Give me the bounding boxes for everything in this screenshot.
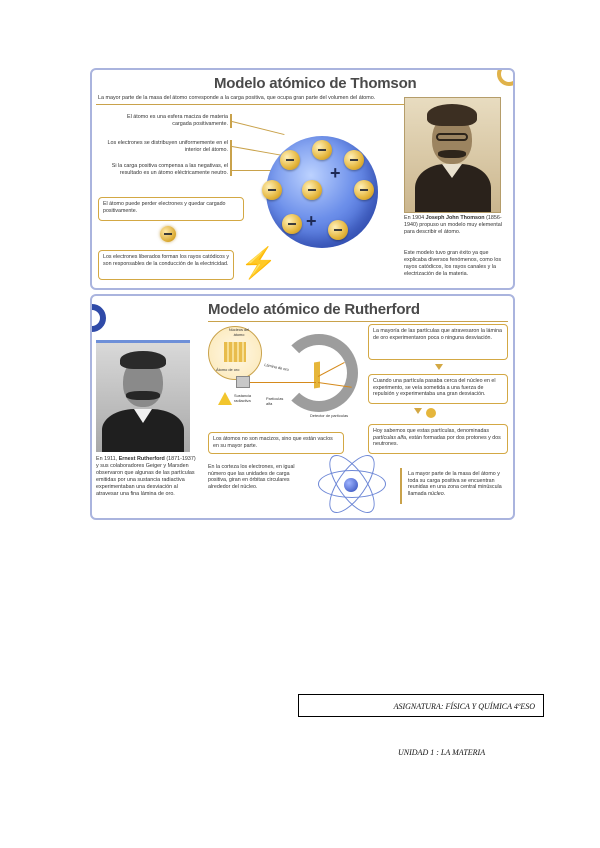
electron-icon <box>344 150 364 170</box>
gold-atoms-detail <box>224 342 246 362</box>
down-arrow-icon <box>435 364 443 370</box>
thomson-caption-2: Este modelo tuvo gran éxito ya que explicaba diversos fenómenos, como los rayos catódicos, los rayos canales y la electrización de la materia. <box>404 250 502 277</box>
lightning-icon: ⚡ <box>240 247 278 280</box>
rutherford-title: Modelo atómico de Rutherford <box>208 301 420 318</box>
nucleus-text: La mayor parte de la masa del átomo y toda su carga positiva se encuentran reunidas en una zona central minúscula llamada núcleo. <box>404 468 508 506</box>
corner-decoration <box>497 68 515 86</box>
callout-electrons: Los electrones se distribuyen uniformemente en el interior del átomo. <box>107 140 228 153</box>
electron-icon <box>262 180 282 200</box>
alpha-beam <box>250 382 316 383</box>
callout-sphere: El átomo es una esfera maciza de materia cargada positivamente. <box>127 114 228 127</box>
electron-icon <box>328 220 348 240</box>
electron-icon <box>160 226 176 242</box>
callout-neutral: Si la carga positiva compensa a las negativas, el resultado es un átomo eléctricamente neutro. <box>111 163 228 176</box>
box-lose-electrons: El átomo puede perder electrones y quedar cargado positivamente. <box>98 197 244 221</box>
thomson-panel <box>90 68 515 290</box>
cortex-text: En la corteza los electrones, en igual número que las unidades de carga positiva, giran en órbitas circulares alrededor del núcleo. <box>208 464 295 490</box>
box-empty-atoms: Los átomos no son macizos, sino que están vacíos en su mayor parte. <box>208 432 344 454</box>
rutherford-panel <box>90 294 515 520</box>
callout-line <box>232 121 285 135</box>
label-nuclei: Núcleos del átomo <box>228 327 250 337</box>
electron-icon <box>354 180 374 200</box>
box-close-particle: Cuando una partícula pasaba cerca del núcleo en el experimento, se veía sometida a una fuerza de repulsión y experimentaba una gran desviación. <box>368 374 508 404</box>
electron-icon <box>302 180 322 200</box>
alpha-particle-icon <box>426 408 436 418</box>
radiation-warning-icon <box>218 392 232 405</box>
label-radioactive: Sustancia radiactiva <box>234 393 252 403</box>
electron-icon <box>282 214 302 234</box>
subject-label: ASIGNATURA: FÍSICA Y QUÍMICA 4ºESO <box>298 694 544 717</box>
rutherford-name: Ernest Rutherford <box>118 456 165 462</box>
divider <box>208 321 508 322</box>
plus-icon: + <box>306 211 317 231</box>
thomson-atom-illustration <box>266 136 378 248</box>
label-detector: Detector de partículas <box>310 413 349 418</box>
plus-icon: + <box>330 163 341 183</box>
rutherford-portrait <box>96 340 190 452</box>
rutherford-caption: En 1911, Ernest Rutherford (1871-1937) y sus colaboradores Geiger y Marsden observaron que algunas de las partículas emitidas por una sustancia radiactiva experimentaban una desviación al atravesar una fina lámina de oro. <box>96 456 196 497</box>
rutherford-atom-illustration <box>316 458 388 514</box>
label-gold-atom: Átomo de oro <box>216 367 240 372</box>
label-alpha: Partículas alfa <box>266 396 284 406</box>
electron-icon <box>280 150 300 170</box>
box-most-particles: La mayoría de las partículas que atravesaron la lámina de oro experimentaron poca o ninguna desviación. <box>368 324 508 360</box>
thomson-caption: En 1904 Joseph John Thomson (1856-1940) propuso un modelo muy elemental para describir el átomo. <box>404 215 502 235</box>
thomson-name: Joseph John Thomson <box>425 215 485 221</box>
divider <box>96 104 412 105</box>
callout-line <box>232 170 274 171</box>
box-alpha-today: Hoy sabemos que estas partículas, denominadas partículas alfa, están formadas por dos protones y dos neutrones. <box>368 424 508 454</box>
radioactive-source <box>236 376 250 388</box>
unit-label: UNIDAD 1 : LA MATERIA <box>398 748 486 757</box>
label-gold-sheet: Lámina de oro <box>263 361 290 373</box>
electron-icon <box>312 140 332 160</box>
thomson-portrait <box>404 97 501 213</box>
corner-decoration <box>90 304 106 332</box>
thomson-title: Modelo atómico de Thomson <box>214 75 417 92</box>
nucleus-icon <box>344 478 358 492</box>
down-arrow-icon <box>414 408 422 414</box>
callout-line <box>232 146 281 156</box>
thomson-subtitle: La mayor parte de la masa del átomo corresponde a la carga positiva, que ocupa gran parte del volumen del átomo. <box>98 95 376 101</box>
box-cathode-rays: Los electrones liberados forman los rayos catódicos y son responsables de la conducción de la electricidad. <box>98 250 234 280</box>
callout-bar <box>400 468 402 504</box>
